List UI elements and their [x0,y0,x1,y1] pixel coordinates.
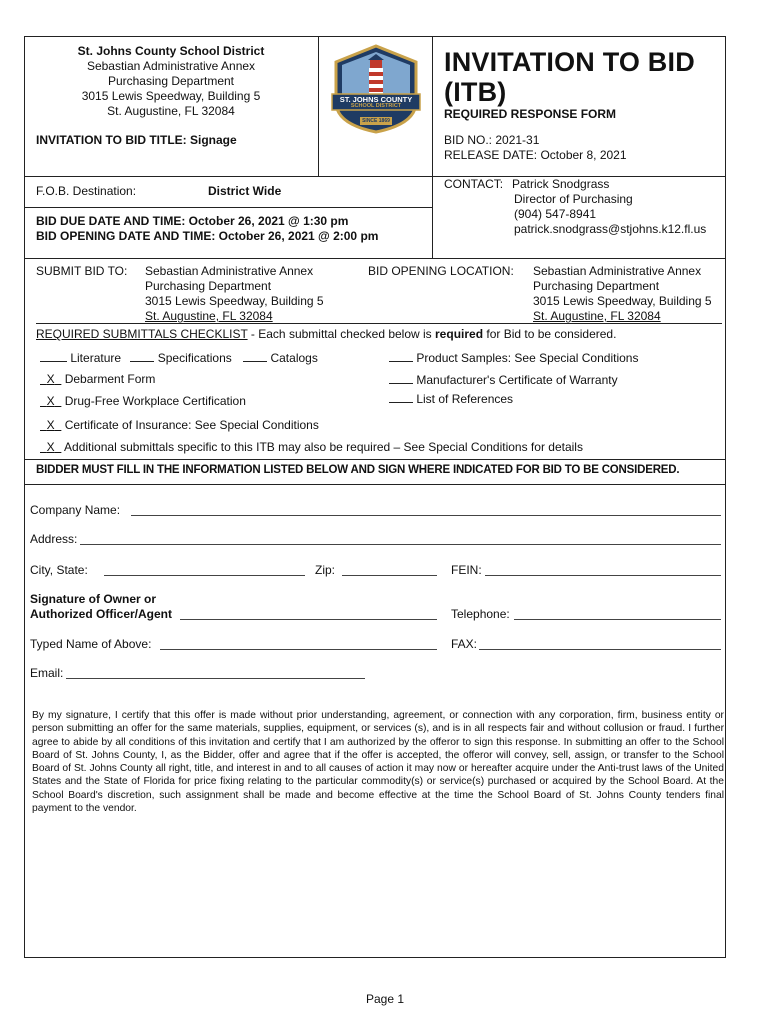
logo-text [332,96,420,110]
district-block [26,44,316,119]
bid-number: BID NO.: 2021-31 [444,133,540,147]
references-checkbox[interactable] [389,391,413,403]
references-label: List of References [416,392,514,406]
city-state-label: City, State: [30,563,88,577]
notice-rule [24,484,726,485]
typed-name-field[interactable] [160,649,437,650]
check-mark: X [46,440,55,454]
drug-free-label: Drug-Free Workplace Certification [64,394,246,408]
contact-block [512,177,706,237]
due-date: BID DUE DATE AND TIME: October 26, 2021 @ 1:30 pm [36,214,349,228]
telephone-label: Telephone: [451,607,510,621]
contact-label: CONTACT: [444,177,504,191]
fob-rule [24,207,432,208]
specifications-checkbox[interactable] [130,350,154,362]
logo-line2: SCHOOL DISTRICT [350,103,402,109]
doc-title [444,47,695,107]
zip-field[interactable] [342,575,437,576]
debarment-checkbox[interactable] [40,372,61,386]
form-name: REQUIRED RESPONSE FORM [444,107,617,121]
submit-line: 3015 Lewis Speedway, Building 5 [145,294,324,308]
check-mark: X [46,418,55,432]
warranty-checkbox[interactable] [389,372,413,384]
fax-field[interactable] [479,649,721,650]
product-samples-label: Product Samples: See Special Conditions [416,351,639,365]
opening-location-address [533,264,712,324]
drug-free-row [40,394,246,409]
location-line: 3015 Lewis Speedway, Building 5 [533,294,712,308]
email-field[interactable] [66,678,365,679]
additional-label: Additional submittals specific to this ITB may also be required – See Special Conditions for details [64,440,583,454]
submit-line: St. Augustine, FL 32084 [145,309,273,323]
checklist-heading-required: required [435,327,484,341]
submit-line: Purchasing Department [145,279,272,293]
checklist-heading-title: REQUIRED SUBMITTALS CHECKLIST [36,327,248,341]
signature-label-line2: Authorized Officer/Agent [30,607,173,621]
checklist-heading [36,327,616,342]
bidder-notice: BIDDER MUST FILL IN THE INFORMATION LISTED BELOW AND SIGN WHERE INDICATED FOR BID TO BE CONSIDERED. [36,464,680,476]
product-samples-row [389,350,638,366]
contact-title: Director of Purchasing [514,192,633,206]
checklist-rule [24,459,726,460]
certification-text: By my signature, I certify that this offer is made without prior understanding, agreement, or connection with any corporation, firm, business entity or person submitting an offer for the same materials, supplies, equipment, or services (s), and is in all respects fair and without collusion or fraud. I further agree to abide by all conditions of this invitation and certify that I am authorized by the offeror to sign this response. In submitting an offer to the School Board of St. Johns County, I, as the Bidder, offer and agree that if the offer is accepted, the offeror will convey, sell, assign, or transfer to the School Board of St. Johns County all right, title, and interest in and to all causes of action it may now or hereafter acquire under the Anti-trust laws of the United States and the State of Florida for price fixing relating to the particular commodity(s) or service(s) purchased or acquired by the School Board. At the School Board's discretion, such assignment shall be made and become effective at the time the School Board of St. Johns County tenders final payment to the vendor. [32,710,724,815]
opening-date: BID OPENING DATE AND TIME: October 26, 2021 @ 2:00 pm [36,229,379,243]
checklist-row-1 [40,350,318,366]
insurance-label: Certificate of Insurance: See Special Conditions [64,418,319,432]
debarment-label: Debarment Form [64,372,156,386]
submit-to-address [145,264,324,324]
product-samples-checkbox[interactable] [389,350,413,362]
district-name: St. Johns County School District [77,44,265,58]
check-mark: X [46,372,55,386]
additional-row [40,440,583,455]
contact-phone: (904) 547-8941 [514,207,597,221]
references-row [389,391,513,407]
location-underline [36,323,722,324]
release-date: RELEASE DATE: October 8, 2021 [444,148,627,162]
dates-rule [24,258,726,259]
contact-email[interactable]: patrick.snodgrass@stjohns.k12.fl.us [514,222,707,236]
fein-label: FEIN: [451,563,482,577]
district-logo [326,44,426,134]
typed-name-label: Typed Name of Above: [30,637,152,651]
submit-to-label: SUBMIT BID TO: [36,264,128,278]
itb-title [36,133,237,148]
drug-free-checkbox[interactable] [40,394,61,408]
fein-field[interactable] [485,575,721,576]
fob-label: F.O.B. Destination: [36,184,137,198]
warranty-row [389,372,618,388]
location-line: Sebastian Administrative Annex [533,264,702,278]
doc-title-line2: (ITB) [444,77,507,107]
insurance-checkbox[interactable] [40,418,61,432]
address-field[interactable] [80,544,721,545]
literature-label: Literature [70,351,122,365]
checklist-heading-end: for Bid to be considered. [483,327,617,341]
address-label: Address: [30,532,78,546]
company-field[interactable] [131,515,721,516]
catalogs-checkbox[interactable] [243,350,267,362]
literature-checkbox[interactable] [40,350,67,362]
itb-title-value: Signage [190,133,237,147]
logo-line1: ST. JOHNS COUNTY [339,95,413,104]
itb-title-label: INVITATION TO BID TITLE: [36,133,187,147]
warranty-label: Manufacturer's Certificate of Warranty [416,373,618,387]
fob-value: District Wide [208,184,282,198]
submit-line: Sebastian Administrative Annex [145,264,314,278]
address-line: Purchasing Department [107,74,235,88]
signature-field[interactable] [180,619,437,620]
signature-label-line1: Signature of Owner or [30,592,157,606]
location-line: St. Augustine, FL 32084 [533,309,661,323]
opening-location-label: BID OPENING LOCATION: [368,264,514,278]
address-line: 3015 Lewis Speedway, Building 5 [81,89,261,103]
insurance-row [40,418,319,433]
city-state-field[interactable] [104,575,305,576]
additional-checkbox[interactable] [40,440,61,454]
header-divider-left [318,36,319,176]
address-line: Sebastian Administrative Annex [86,59,256,73]
location-line: Purchasing Department [533,279,660,293]
debarment-row [40,372,155,387]
doc-title-line1: INVITATION TO BID [444,47,695,77]
catalogs-label: Catalogs [270,351,318,365]
logo-since: SINCE 1869 [362,118,390,124]
check-mark: X [46,394,55,408]
header-divider-right [432,36,433,176]
specifications-label: Specifications [157,351,232,365]
form-border [24,36,726,958]
checklist-heading-text: - Each submittal checked below is [247,327,436,341]
company-label: Company Name: [30,503,121,517]
telephone-field[interactable] [514,619,721,620]
contact-name: Patrick Snodgrass [512,177,610,191]
signature-label [30,592,172,622]
address-line: St. Augustine, FL 32084 [107,104,235,118]
page-number: Page 1 [365,992,405,1006]
email-label: Email: [30,666,64,680]
zip-label: Zip: [315,563,336,577]
contact-divider [432,176,433,258]
fax-label: FAX: [451,637,478,651]
